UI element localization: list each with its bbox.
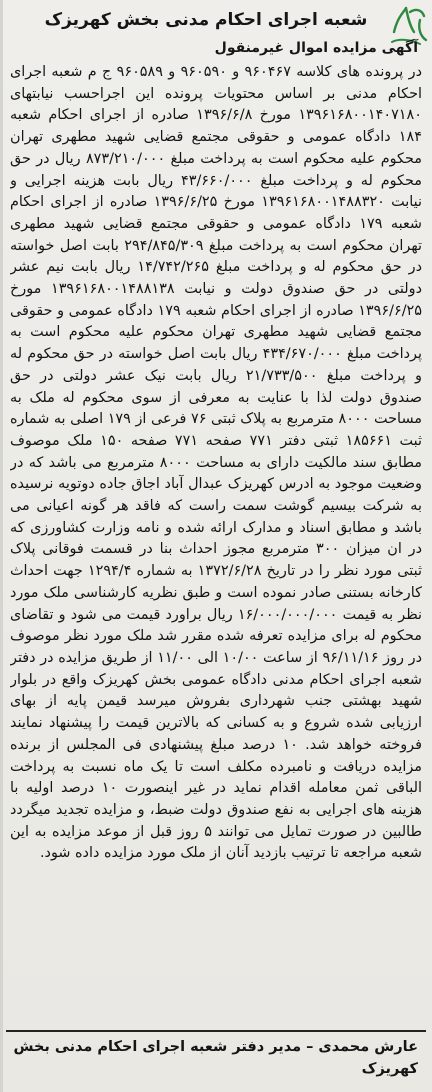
divider-line bbox=[6, 1030, 426, 1032]
page-edge-shadow bbox=[0, 0, 3, 1092]
notice-subheading: آگهی مزایده اموال غیرمنقول bbox=[214, 40, 418, 56]
notice-body: در پرونده های کلاسه ۹۶۰۴۶۷ و ۹۶۰۵۹۰ و ۹۶۰۵۸۹ ج م شعبه اجرای احکام مدنی بر اساس محتویات پرونده این اجراحسب نیابتهای ۱۳۹۶۱۶۸۰۰۱۴۰۷۱۸۰ مورخ ۱۳۹۶/۶/۸ صادره از اجرای احکام شعبه ۱۸۴ دادگاه عمومی و حقوقی مجتمع قضایی شهید مطهری تهران محکوم علیه محکوم است به پرداخت مبلغ ۸۷۳/۲۱۰/۰۰۰ ریال در حق محکوم له و پرداخت مبلغ ۴۳/۶۶۰/۰۰۰ ریال بابت هزینه اجرایی و نیابت ۱۳۹۶۱۶۸۰۰۱۴۸۸۳۲۰ مورخ ۱۳۹۶/۶/۲۵ صادره از اجرای احکام شعبه ۱۷۹ دادگاه عمومی و حقوقی مجتمع قضایی شهید مطهری تهران محکوم است به پرداخت مبلغ ۲۹۴/۸۴۵/۳۰۹ بابت اصل خواسته در حق محکوم له و پرداخت مبلغ ۱۴/۷۴۲/۲۶۵ ریال بابت نیم عشر دولتی در حق صندوق دولت و نیابت ۱۳۹۶۱۶۸۰۰۱۴۸۸۱۳۸ مورخ ۱۳۹۶/۶/۲۵ صادره از اجرای احکام شعبه ۱۷۹ دادگاه عمومی و حقوقی مجتمع قضایی شهید مطهری تهران محکوم علیه محکوم است به پرداخت مبلغ ۴۳۴/۶۷۰/۰۰۰ ریال بابت اصل خواسته در حق محکوم له و پرداخت مبلغ ۲۱/۷۳۳/۵۰۰ ریال بابت نیک عشر دولتی در حق صندوق دولت لذا با عنایت به معرفی از سوی محکوم له ملک به مساحت ۸۰۰۰ مترمربع به پلاک ثبتی ۷۶ فرعی از ۱۷۹ اصلی به شماره ثبت ۱۸۵۶۶۱ ثبتی دفتر ۷۷۱ صفحه ۷۷۱ صفحه ۱۵۰ ملک موصوف مطابق سند مالکیت دارای به مساحت ۸۰۰۰ مترمربع می باشد که در وضعیت موجود به ادرس کهریزک عبدال آباد اجاق جاده دوتویه نرسیده به شرکت بیسیم گوشت سمت راست که فاقد هر گونه اعیانی می باشد و مطابق اسناد و مدارک ارائه شده و نامه وزارت کشاورزی که در ان میزان ۳۰۰ مترمربع مجوز احداث بنا در قسمت فوقانی پلاک ثبتی مورد نظر را در تاریخ ۱۳۷۲/۶/۲۸ به شماره ۱۲۹۴/۴ جهت احداث کارخانه بستنی صادر نموده است و طبق نظریه کارشناسی ملک مورد نظر به قیمت ۱۶/۰۰۰/۰۰۰/۰۰۰ ریال براورد قیمت می شود و تقاضای محکوم له برای مزایده تعرفه شده مقرر شد ملک مورد نظر موصوف در روز ۹۶/۱۱/۱۶ از ساعت ۱۰/۰۰ الی ۱۱/۰۰ از طریق مزایده در دفتر شعبه اجرای احکام مدنی دادگاه عمومی بخش کهریزک واقع در بلوار شهید بهشتی جنب شهرداری بفروش میرسد قیمن پایه از بهای ارزیابی شده شروع و به کسانی که بالاترین قیمت را پیشنهاد نمایند فروخته خواهد شد. ۱۰ درصد مبلغ پیشنهادی فی المجلس از برنده مزایده دریافت و نامبرده مکلف است تا یک ماه نسبت به پرداخت الباقی ثمن معامله اقدام نماید در غیر اینصورت ۱۰ درصد اولیه با هزینه های اجرایی به نفع صندوق دولت ضبط، و مزایده تجدید میگردد طالبین در صورت تمایل می توانند ۵ روز قبل از موعد مزایده به این شعبه مراجعه تا ترتیب بازدید آنان از ملک مورد مزایده داده شود. bbox=[10, 64, 422, 862]
notice-signature: عارش محمدی – مدیر دفتر شعبه اجرای احکام مدنی بخش کهریزک bbox=[13, 1039, 418, 1077]
notice-heading: شعبه اجرای احکام مدنی بخش کهریزک bbox=[44, 10, 368, 30]
